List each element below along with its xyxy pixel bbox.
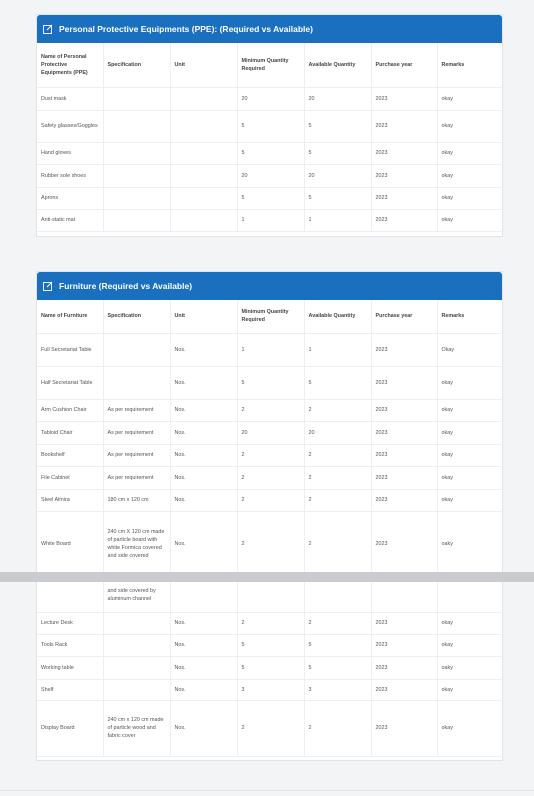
col-header: Unit	[170, 300, 237, 333]
cell	[103, 333, 170, 366]
table-row	[37, 511, 504, 577]
cell: As per requirement	[103, 421, 170, 444]
cell: 2	[304, 444, 371, 466]
cell: 2023	[371, 421, 437, 444]
bottom-divider	[0, 790, 534, 791]
cell: Nos.	[170, 612, 237, 634]
cell: 2	[304, 511, 371, 577]
cell: Hand gloves	[37, 142, 103, 164]
table-row	[37, 87, 504, 110]
cell: 2023	[371, 209, 437, 231]
cell	[103, 164, 170, 187]
cell: 2	[304, 399, 371, 421]
cell: oaky	[437, 511, 504, 577]
cell	[37, 577, 103, 612]
cell: 1	[304, 209, 371, 231]
col-header: Remarks	[437, 43, 504, 87]
furniture-panel-title: Furniture (Required vs Available)	[59, 281, 193, 291]
cell: Dust mask	[37, 87, 103, 110]
cell: 2	[237, 700, 304, 756]
cell: 3	[237, 679, 304, 700]
cell	[103, 612, 170, 634]
col-header: Remarks	[437, 300, 504, 333]
cell: 20	[237, 164, 304, 187]
cell: 2023	[371, 700, 437, 756]
ppe-table-header-row	[37, 43, 504, 87]
table-row-continued	[37, 577, 504, 612]
cell: Nos.	[170, 511, 237, 577]
cell: Nos.	[170, 489, 237, 511]
cell: okay	[437, 399, 504, 421]
table-row	[37, 612, 504, 634]
table-row	[37, 466, 504, 489]
col-header: Unit	[170, 43, 237, 87]
table-row	[37, 110, 504, 142]
cell: As per requirement	[103, 399, 170, 421]
table-row	[37, 366, 504, 399]
cell: okay	[437, 489, 504, 511]
cell: Nos.	[170, 366, 237, 399]
cell: Okay	[437, 333, 504, 366]
cell: 240 cm x 120 cm made of particle wood and fabric cover	[103, 700, 170, 756]
cell	[103, 110, 170, 142]
col-header: Available Quantity	[304, 43, 371, 87]
cell: 2	[304, 700, 371, 756]
ppe-panel-title: Personal Protective Equipments (PPE): (Required vs Available)	[59, 24, 313, 34]
cell: 2	[237, 511, 304, 577]
cell	[371, 577, 437, 612]
cell: White Board	[37, 511, 103, 577]
cell: 180 cm x 120 cm	[103, 489, 170, 511]
cell: 2023	[371, 333, 437, 366]
cell	[103, 656, 170, 679]
cell: okay	[437, 164, 504, 187]
cell: 2	[304, 466, 371, 489]
cell: Aprons	[37, 187, 103, 209]
cell	[304, 577, 371, 612]
cell	[170, 187, 237, 209]
cell: 2023	[371, 634, 437, 656]
cell: 1	[304, 333, 371, 366]
cell: 5	[237, 110, 304, 142]
cell: 2023	[371, 489, 437, 511]
cell: 5	[304, 142, 371, 164]
cell: 5	[237, 634, 304, 656]
cell	[170, 87, 237, 110]
furniture-table-header-row	[37, 300, 504, 333]
cell	[103, 679, 170, 700]
cell: 5	[304, 187, 371, 209]
table-row	[37, 164, 504, 187]
cell: Working table	[37, 656, 103, 679]
table-row	[37, 142, 504, 164]
cell: 5	[304, 634, 371, 656]
col-header: Specification	[103, 300, 170, 333]
col-header: Purchase year	[371, 43, 437, 87]
cell: 2023	[371, 164, 437, 187]
cell: Shelf	[37, 679, 103, 700]
cell: and side covered by aluminum channel	[103, 577, 170, 612]
edit-icon[interactable]	[43, 280, 55, 292]
cell: 5	[237, 142, 304, 164]
cell: 2	[237, 399, 304, 421]
cell: 2023	[371, 142, 437, 164]
ppe-panel	[36, 14, 503, 237]
cell: 20	[237, 421, 304, 444]
screenshot-seam-divider	[0, 572, 534, 582]
table-row	[37, 333, 504, 366]
cell	[237, 577, 304, 612]
cell: 2	[237, 612, 304, 634]
cell: okay	[437, 421, 504, 444]
cell: 3	[304, 679, 371, 700]
cell	[103, 87, 170, 110]
cell: Nos.	[170, 679, 237, 700]
cell: As per requirement	[103, 466, 170, 489]
table-row	[37, 444, 504, 466]
cell: okay	[437, 466, 504, 489]
ppe-table	[37, 43, 504, 232]
cell: 20	[304, 421, 371, 444]
col-header: Name of Personal Protective Equipments (PPE)	[37, 43, 103, 87]
cell: okay	[437, 209, 504, 231]
furniture-panel	[36, 271, 503, 761]
table-row	[37, 700, 504, 756]
cell: Anti-static mat	[37, 209, 103, 231]
cell: 5	[237, 187, 304, 209]
cell: Bookshelf	[37, 444, 103, 466]
table-row	[37, 209, 504, 231]
furniture-panel-header	[37, 272, 502, 300]
cell: Nos.	[170, 700, 237, 756]
cell	[170, 110, 237, 142]
cell: 5	[304, 656, 371, 679]
cell	[103, 187, 170, 209]
cell: 1	[237, 333, 304, 366]
col-header: Available Quantity	[304, 300, 371, 333]
cell: 2023	[371, 656, 437, 679]
table-row	[37, 679, 504, 700]
col-header: Purchase year	[371, 300, 437, 333]
cell: Tools Rack	[37, 634, 103, 656]
cell: Steel Almira	[37, 489, 103, 511]
cell	[103, 634, 170, 656]
cell: okay	[437, 87, 504, 110]
cell	[170, 209, 237, 231]
cell	[170, 142, 237, 164]
col-header: Minimum Quantity Required	[237, 300, 304, 333]
cell: 2	[237, 466, 304, 489]
cell: Nos.	[170, 421, 237, 444]
cell	[170, 164, 237, 187]
cell: Tabloid Chair	[37, 421, 103, 444]
cell: Safety glasses/Goggles	[37, 110, 103, 142]
edit-icon[interactable]	[43, 23, 55, 35]
cell: Nos.	[170, 444, 237, 466]
cell: Nos.	[170, 333, 237, 366]
cell: Nos.	[170, 634, 237, 656]
cell	[103, 209, 170, 231]
cell: Rubber sole shoes	[37, 164, 103, 187]
cell	[170, 577, 237, 612]
table-row	[37, 421, 504, 444]
cell: 1	[237, 209, 304, 231]
cell: 2023	[371, 87, 437, 110]
cell: 2023	[371, 187, 437, 209]
cell: 2023	[371, 444, 437, 466]
table-row	[37, 656, 504, 679]
cell: okay	[437, 110, 504, 142]
cell: 2	[304, 489, 371, 511]
cell: okay	[437, 612, 504, 634]
cell: okay	[437, 366, 504, 399]
col-header: Specification	[103, 43, 170, 87]
cell: Nos.	[170, 466, 237, 489]
cell: Display Board	[37, 700, 103, 756]
cell: 5	[237, 656, 304, 679]
cell: Nos.	[170, 399, 237, 421]
cell: okay	[437, 679, 504, 700]
cell	[103, 366, 170, 399]
cell: okay	[437, 142, 504, 164]
cell: 2	[304, 612, 371, 634]
cell: 2023	[371, 679, 437, 700]
table-row	[37, 634, 504, 656]
furniture-table	[37, 300, 504, 757]
cell: 2023	[371, 110, 437, 142]
cell: okay	[437, 700, 504, 756]
cell	[103, 142, 170, 164]
cell: 2023	[371, 511, 437, 577]
cell: Arm Cushion Chair	[37, 399, 103, 421]
cell: 5	[304, 366, 371, 399]
col-header: Name of Furniture	[37, 300, 103, 333]
cell: As per requirement	[103, 444, 170, 466]
cell	[437, 577, 504, 612]
cell: 20	[304, 87, 371, 110]
cell: 2023	[371, 366, 437, 399]
table-row	[37, 187, 504, 209]
cell: 5	[237, 366, 304, 399]
cell: 2	[237, 489, 304, 511]
cell: okay	[437, 444, 504, 466]
cell: 5	[304, 110, 371, 142]
cell: 2	[237, 444, 304, 466]
cell: okay	[437, 634, 504, 656]
cell: Nos.	[170, 656, 237, 679]
cell: Full Secretariat Table	[37, 333, 103, 366]
cell: oaky	[437, 656, 504, 679]
cell: 2023	[371, 399, 437, 421]
cell: 20	[304, 164, 371, 187]
table-row	[37, 489, 504, 511]
cell: Half Secretariat Table	[37, 366, 103, 399]
table-row	[37, 399, 504, 421]
cell: 2023	[371, 612, 437, 634]
col-header: Minimum Quantity Required	[237, 43, 304, 87]
cell: Lecture Desk	[37, 612, 103, 634]
cell: 240 cm X 120 cm made of particle board with white Formica covered and side covered	[103, 511, 170, 577]
cell: okay	[437, 187, 504, 209]
cell: 20	[237, 87, 304, 110]
cell: 2023	[371, 466, 437, 489]
cell: File Cabinet	[37, 466, 103, 489]
ppe-panel-header	[37, 15, 502, 43]
